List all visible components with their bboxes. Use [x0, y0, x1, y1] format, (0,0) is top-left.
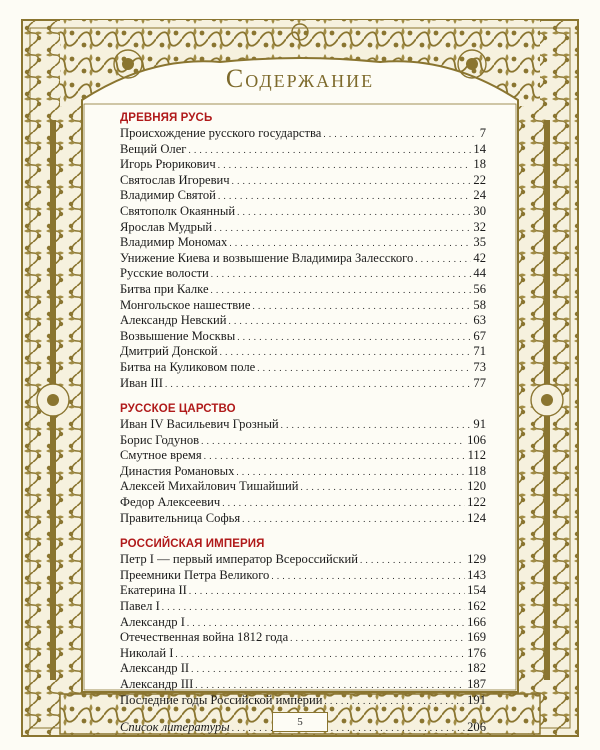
entry-page: 24: [473, 188, 486, 203]
entry-page: 106: [467, 432, 486, 447]
leader-dots: [242, 511, 465, 527]
toc-entry[interactable]: [120, 661, 486, 677]
entry-title: Федор Алексеевич: [120, 495, 221, 510]
entry-page: 176: [467, 645, 486, 660]
toc-entry[interactable]: [120, 630, 486, 646]
section-title: РОССИЙСКАЯ ИМПЕРИЯ: [120, 538, 265, 551]
entry-page: 35: [473, 235, 486, 250]
entry-title: Правительница Софья: [120, 510, 241, 525]
entry-page: 73: [473, 359, 486, 374]
entry-page: 191: [467, 692, 486, 707]
toc-entry[interactable]: [120, 204, 486, 220]
entry-title: Битва на Куликовом поле: [120, 359, 256, 374]
leader-dots: [188, 142, 471, 158]
toc-entry[interactable]: [120, 511, 486, 527]
entry-page: 120: [467, 479, 486, 494]
toc-entry[interactable]: [120, 479, 486, 495]
section-title: РУССКОЕ ЦАРСТВО: [120, 403, 236, 416]
entry-page: 129: [467, 552, 486, 567]
toc-entry[interactable]: [120, 298, 486, 314]
leader-dots: [228, 313, 471, 329]
entry-title: Список литературы: [120, 720, 230, 735]
leader-dots: [257, 360, 471, 376]
entry-page: 154: [467, 583, 486, 598]
section-russian-empire: [120, 538, 486, 708]
entry-page: 71: [473, 344, 486, 359]
entry-title: Александр Невский: [120, 313, 227, 328]
leader-dots: [189, 583, 465, 599]
entry-title: Преемники Петра Великого: [120, 567, 270, 582]
leader-dots: [191, 661, 465, 677]
toc-entry[interactable]: [120, 360, 486, 376]
leader-dots: [165, 376, 471, 392]
entry-page: 182: [467, 661, 486, 676]
leader-dots: [232, 173, 472, 189]
entry-page: 67: [473, 328, 486, 343]
entry-page: 63: [473, 313, 486, 328]
leader-dots: [195, 677, 465, 693]
entry-title: Петр I — первый император Всероссийский: [120, 552, 358, 567]
entry-title: Монгольское нашествие: [120, 297, 251, 312]
toc-entry[interactable]: [120, 126, 486, 142]
entry-title: Дмитрий Донской: [120, 344, 218, 359]
entry-title: Владимир Святой: [120, 188, 216, 203]
entry-page: 162: [467, 599, 486, 614]
leader-dots: [218, 157, 472, 173]
entry-page: 44: [473, 266, 486, 281]
toc-entry[interactable]: [120, 615, 486, 631]
entry-title: Екатерина II: [120, 583, 187, 598]
toc-entry[interactable]: [120, 142, 486, 158]
entry-page: 32: [473, 219, 486, 234]
toc-entry[interactable]: [120, 495, 486, 511]
leader-dots: [232, 720, 465, 736]
leader-dots: [237, 204, 471, 220]
entry-page: 122: [467, 495, 486, 510]
entry-page: 118: [467, 463, 486, 478]
toc-entry[interactable]: [120, 173, 486, 189]
toc-entry[interactable]: [120, 677, 486, 693]
entry-title: Александр I: [120, 614, 185, 629]
toc-entry[interactable]: [120, 599, 486, 615]
entry-page: 206: [467, 720, 486, 735]
toc-entry[interactable]: [120, 157, 486, 173]
entry-page: 166: [467, 614, 486, 629]
entry-title: Отечественная война 1812 года: [120, 630, 289, 645]
entry-title: Битва при Калке: [120, 281, 209, 296]
toc-entry[interactable]: [120, 329, 486, 345]
entry-page: 18: [473, 157, 486, 172]
leader-dots: [415, 251, 471, 267]
entry-page: 30: [473, 203, 486, 218]
entry-title: Происхождение русского государства: [120, 126, 322, 140]
leader-dots: [237, 329, 471, 345]
toc-entry[interactable]: [120, 376, 486, 392]
toc-entry[interactable]: [120, 313, 486, 329]
entry-title: Александр III: [120, 677, 194, 691]
entry-page: 7: [479, 126, 486, 140]
leader-dots: [204, 448, 466, 464]
leader-dots: [201, 433, 465, 449]
leader-dots: [271, 568, 465, 584]
entry-title: Русские волости: [120, 266, 209, 281]
entry-page: 91: [473, 417, 486, 432]
section-title: ДРЕВНЯЯ РУСЬ: [120, 112, 213, 124]
leader-dots: [187, 615, 465, 631]
toc-entry[interactable]: [120, 282, 486, 298]
leader-dots: [229, 235, 471, 251]
entry-page: 124: [467, 510, 486, 525]
entry-title: Святополк Окаянный: [120, 203, 236, 218]
entry-title: Смутное время: [120, 448, 202, 463]
entry-title: Павел I: [120, 599, 160, 614]
entry-title: Унижение Киева и возвышение Владимира Залесского: [120, 250, 414, 265]
entry-page: 42: [473, 250, 486, 265]
entry-page: 14: [473, 141, 486, 156]
toc-entry[interactable]: [120, 220, 486, 236]
leader-dots: [211, 266, 472, 282]
toc-entry[interactable]: [120, 448, 486, 464]
entry-page: 187: [467, 677, 486, 691]
leader-dots: [253, 298, 472, 314]
toc-entry[interactable]: [120, 344, 486, 360]
entry-title: Последние годы Российской империи: [120, 692, 323, 707]
toc-entry[interactable]: [120, 464, 486, 480]
toc-entry[interactable]: [120, 552, 486, 568]
contents-heading: Содержание: [225, 64, 375, 93]
entry-title: Алексей Михайлович Тишайший: [120, 479, 299, 494]
entry-page: 143: [467, 567, 486, 582]
entry-title: Ярослав Мудрый: [120, 219, 213, 234]
leader-dots: [360, 552, 465, 568]
toc-entry[interactable]: [120, 433, 486, 449]
page-number: 5: [272, 712, 328, 732]
leader-dots: [211, 282, 472, 298]
toc-entry[interactable]: [120, 266, 486, 282]
toc-entry[interactable]: [120, 693, 486, 709]
section-russian-tsardom: [120, 403, 486, 526]
toc-entry[interactable]: [120, 188, 486, 204]
entry-page: 58: [473, 297, 486, 312]
entry-title: Иван IV Васильевич Грозный: [120, 417, 279, 432]
leader-dots: [214, 220, 471, 236]
entry-page: 56: [473, 281, 486, 296]
entry-page: 169: [467, 630, 486, 645]
leader-dots: [281, 417, 472, 433]
leader-dots: [162, 599, 465, 615]
leader-dots: [220, 344, 472, 360]
toc-entry[interactable]: [120, 417, 486, 433]
leader-dots: [218, 188, 471, 204]
entry-title: Николай I: [120, 645, 174, 660]
entry-page: 112: [467, 448, 486, 463]
toc-entry[interactable]: [120, 646, 486, 662]
toc-entry[interactable]: [120, 235, 486, 251]
entry-page: 22: [473, 172, 486, 187]
entry-title: Династия Романовых: [120, 463, 235, 478]
section-ancient-rus: [120, 112, 486, 391]
leader-dots: [324, 693, 465, 709]
entry-title: Иван III: [120, 375, 163, 390]
toc-entry[interactable]: [120, 251, 486, 267]
entry-title: Владимир Мономах: [120, 235, 228, 250]
leader-dots: [290, 630, 465, 646]
leader-dots: [175, 646, 465, 662]
leader-dots: [236, 464, 465, 480]
entry-title: Вещий Олег: [120, 141, 187, 156]
leader-dots: [300, 479, 465, 495]
entry-title: Борис Годунов: [120, 432, 200, 447]
entry-title: Возвышение Москвы: [120, 328, 236, 343]
entry-title: Александр II: [120, 661, 190, 676]
table-of-contents: [120, 112, 486, 736]
toc-entry[interactable]: [120, 583, 486, 599]
leader-dots: [323, 126, 477, 142]
entry-title: Святослав Игоревич: [120, 172, 230, 187]
leader-dots: [222, 495, 465, 511]
entry-page: 77: [473, 375, 486, 390]
entry-title: Игорь Рюрикович: [120, 157, 216, 172]
toc-entry[interactable]: [120, 568, 486, 584]
